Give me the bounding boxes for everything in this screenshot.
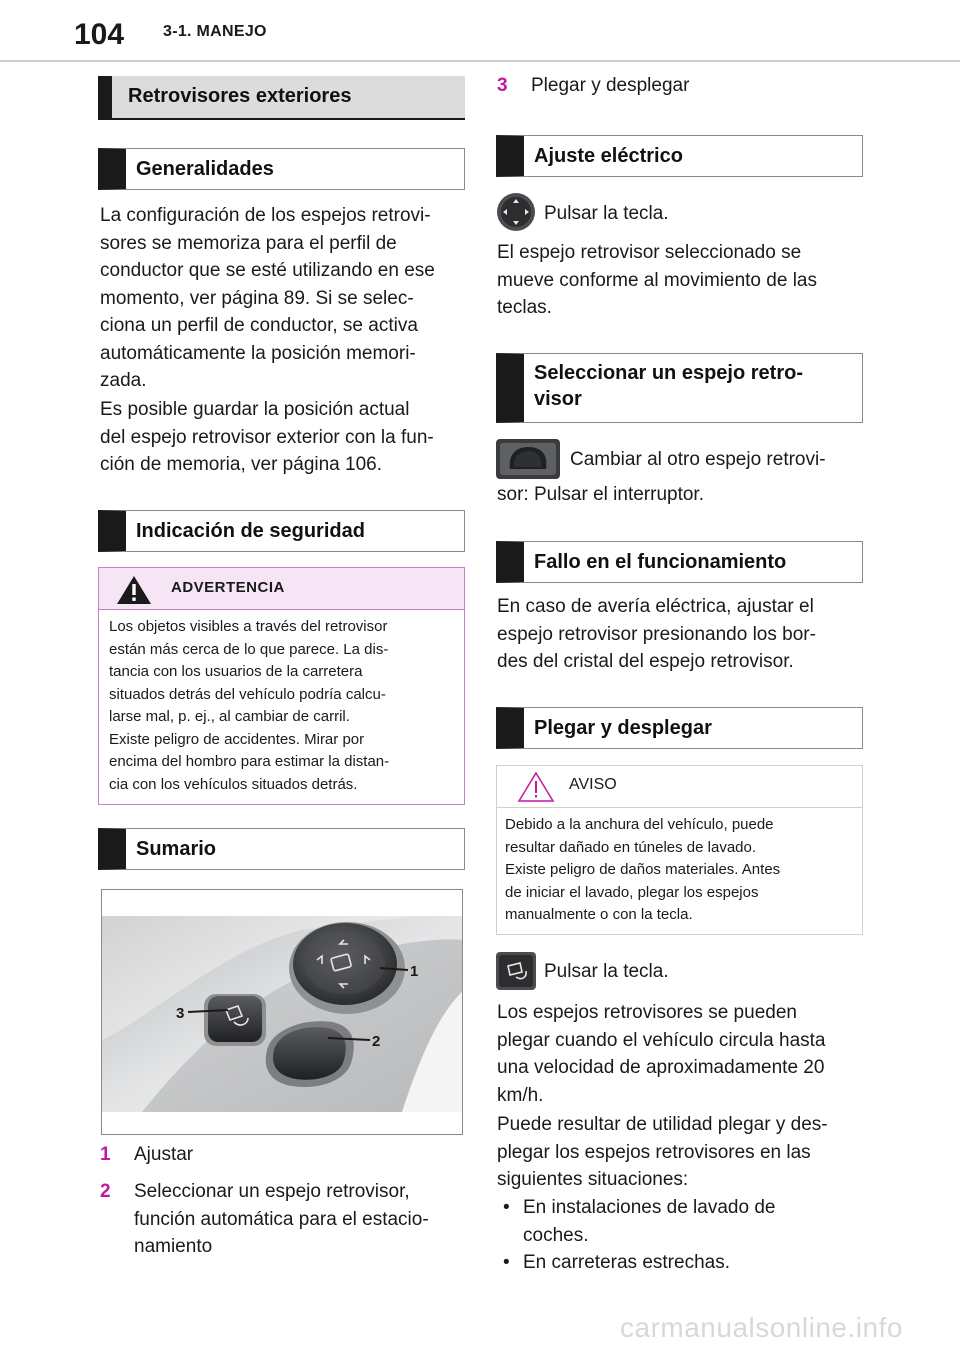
paragraph-fallo bbox=[497, 593, 867, 676]
text-line: manualmente o con la tecla. bbox=[505, 906, 693, 923]
notice-box bbox=[496, 765, 863, 935]
text-line: Es posible guardar la posición actual bbox=[100, 399, 410, 420]
text-line: plegar los espejos retrovisores en las bbox=[497, 1141, 811, 1163]
text-line: des del cristal del espejo retrovisor. bbox=[497, 651, 794, 672]
heading-seguridad-text: Indicación de seguridad bbox=[136, 520, 365, 542]
list-text: función automática para el estacio- bbox=[134, 1208, 429, 1230]
section-main-heading bbox=[98, 76, 465, 120]
list-text: Seleccionar un espejo retrovisor, bbox=[134, 1181, 410, 1202]
page-number: 104 bbox=[74, 18, 125, 51]
text-line: coches. bbox=[523, 1224, 589, 1246]
paragraph-generalidades-1 bbox=[100, 202, 470, 395]
bullet-item bbox=[497, 1194, 867, 1249]
warning-triangle-icon bbox=[115, 574, 153, 606]
text-line: km/h. bbox=[497, 1084, 544, 1106]
header-divider bbox=[0, 60, 960, 62]
notice-title: AVISO bbox=[569, 776, 617, 793]
text-line: situados detrás del vehículo podría calcu- bbox=[109, 685, 386, 703]
notice-triangle-icon bbox=[517, 771, 555, 803]
callout-2: 2 bbox=[372, 1033, 381, 1050]
callout-3: 3 bbox=[176, 1005, 185, 1022]
bullet-marker: • bbox=[503, 1252, 510, 1273]
text-line: larse mal, p. ej., al cambiar de carril. bbox=[109, 708, 350, 725]
text-line: espejo retrovisor presionando los bor- bbox=[497, 623, 816, 645]
paragraph-plegar-1 bbox=[497, 999, 867, 1109]
text-line: sores se memoriza para el perfil de bbox=[100, 232, 397, 254]
watermark: carmanualsonline.info bbox=[620, 1312, 903, 1343]
text-line: siguientes situaciones: bbox=[497, 1169, 689, 1190]
text-line: mueve conforme al movimiento de las bbox=[497, 269, 817, 291]
heading-plegar-text: Plegar y desplegar bbox=[534, 717, 712, 739]
notice-header bbox=[497, 766, 862, 808]
mirror-selector-switch-icon bbox=[496, 439, 560, 479]
chapter-title: 3-1. MANEJO bbox=[163, 23, 267, 40]
heading-seleccionar-text bbox=[534, 360, 803, 412]
text-line: Los espejos retrovisores se pueden bbox=[497, 1002, 797, 1023]
text-line: Puede resultar de utilidad plegar y des- bbox=[497, 1114, 828, 1135]
text-line: de iniciar el lavado, plegar los espejos bbox=[505, 883, 759, 901]
text-line: conductor que se esté utilizando en ese bbox=[100, 260, 435, 281]
heading-seleccionar-espejo bbox=[496, 353, 863, 423]
text-line: momento, ver página 89. Si se selec- bbox=[100, 287, 414, 309]
mirror-controls-drawing bbox=[102, 890, 463, 1135]
list-text: namiento bbox=[134, 1236, 213, 1257]
list-item-2 bbox=[100, 1178, 470, 1261]
ajuste-press-text: Pulsar la tecla. bbox=[544, 203, 669, 224]
heading-sumario-text: Sumario bbox=[136, 838, 217, 860]
text-line: plegar cuando el vehículo circula hasta bbox=[497, 1029, 826, 1051]
text-line: Debido a la anchura del vehículo, puede bbox=[505, 816, 774, 833]
text-line: del espejo retrovisor exterior con la fun- bbox=[100, 426, 434, 448]
heading-fallo bbox=[496, 541, 863, 583]
warning-header bbox=[99, 568, 464, 610]
bullet-marker: • bbox=[503, 1197, 510, 1218]
list-item-3 bbox=[497, 72, 867, 100]
heading-generalidades bbox=[98, 148, 465, 190]
list-number: 1 bbox=[100, 1144, 111, 1165]
plegar-press-text: Pulsar la tecla. bbox=[544, 961, 669, 982]
warning-title: ADVERTENCIA bbox=[171, 579, 285, 596]
text-line: Existe peligro de daños materiales. Antes bbox=[505, 861, 781, 878]
text-line: cia con los vehículos situados detrás. bbox=[109, 775, 358, 793]
mirror-controls-illustration bbox=[101, 889, 463, 1135]
paragraph-plegar-2 bbox=[497, 1111, 867, 1194]
text-line: resultar dañado en túneles de lavado. bbox=[505, 838, 757, 856]
list-item-1 bbox=[100, 1141, 470, 1169]
bullet-list bbox=[497, 1194, 867, 1277]
text-line: ción de memoria, ver página 106. bbox=[100, 454, 382, 475]
heading-generalidades-text: Generalidades bbox=[136, 158, 274, 180]
notice-body bbox=[497, 808, 862, 935]
list-number: 2 bbox=[100, 1181, 111, 1202]
heading-fallo-text: Fallo en el funcionamiento bbox=[534, 551, 787, 573]
seleccionar-text-1: Cambiar al otro espejo retrovi- bbox=[570, 449, 826, 470]
text-line: El espejo retrovisor seleccionado se bbox=[497, 242, 802, 263]
paragraph-ajuste bbox=[497, 239, 867, 322]
heading-ajuste-electrico bbox=[496, 135, 863, 177]
text-line: tancia con los usuarios de la carretera bbox=[109, 663, 363, 680]
page-header bbox=[0, 0, 960, 62]
heading-line: Seleccionar un espejo retro- bbox=[534, 362, 803, 384]
warning-box bbox=[98, 567, 465, 805]
heading-line: visor bbox=[534, 388, 582, 410]
text-line: Existe peligro de accidentes. Mirar por bbox=[109, 730, 365, 748]
text-line: La configuración de los espejos retrovi- bbox=[100, 205, 431, 226]
list-text: Plegar y desplegar bbox=[531, 75, 690, 96]
text-line: ciona un perfil de conductor, se activa bbox=[100, 315, 418, 336]
heading-seguridad bbox=[98, 510, 465, 552]
heading-plegar bbox=[496, 707, 863, 749]
callout-1: 1 bbox=[410, 963, 419, 980]
text-line: En caso de avería eléctrica, ajustar el bbox=[497, 596, 814, 617]
mirror-adjust-button-icon bbox=[496, 192, 536, 232]
seleccionar-text-2: sor: Pulsar el interruptor. bbox=[497, 484, 704, 505]
text-line: están más cerca de lo que parece. La dis- bbox=[109, 640, 389, 658]
paragraph-generalidades-2 bbox=[100, 396, 470, 479]
heading-ajuste-text: Ajuste eléctrico bbox=[534, 145, 683, 167]
text-line: Los objetos visibles a través del retrovisor bbox=[109, 618, 388, 635]
text-line: En instalaciones de lavado de bbox=[523, 1197, 776, 1218]
text-line: encima del hombro para estimar la distan- bbox=[109, 753, 390, 770]
list-number: 3 bbox=[497, 75, 508, 96]
warning-body bbox=[99, 610, 464, 804]
bullet-item bbox=[497, 1249, 867, 1277]
text-line: En carreteras estrechas. bbox=[523, 1252, 730, 1273]
main-heading-text: Retrovisores exteriores bbox=[128, 85, 352, 107]
text-line: automáticamente la posición memori- bbox=[100, 342, 416, 364]
text-line: una velocidad de aproximadamente 20 bbox=[497, 1057, 825, 1078]
heading-sumario bbox=[98, 828, 465, 870]
text-line: teclas. bbox=[497, 297, 552, 318]
text-line: zada. bbox=[100, 370, 147, 391]
fold-mirror-button-icon bbox=[496, 952, 536, 990]
list-text: Ajustar bbox=[134, 1144, 194, 1165]
